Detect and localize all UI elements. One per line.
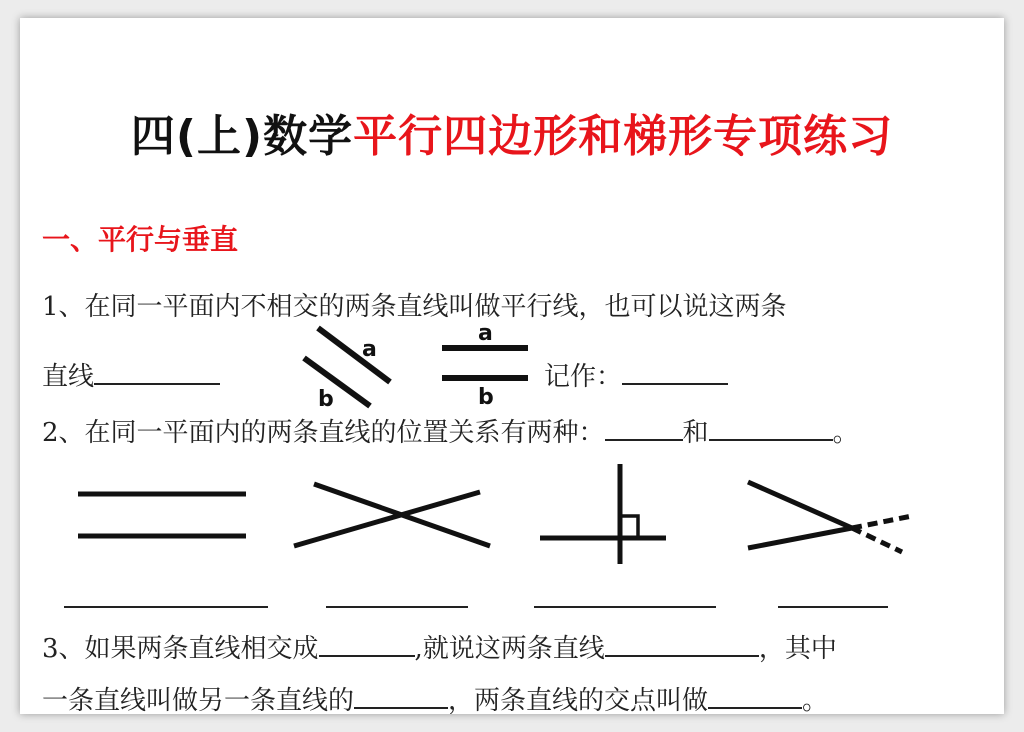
q1-blank-1[interactable] — [94, 357, 220, 385]
q2-prefix: 2、在同一平面内的两条直线的位置关系有两种： — [42, 418, 605, 448]
extension-line-2-solid — [748, 528, 852, 548]
q3-line1-b: ,就说这两条直线 — [414, 634, 605, 664]
answer-blank-figure-2[interactable] — [326, 606, 468, 608]
label-b-horizontal: b — [478, 385, 494, 410]
q1-line1: 1、在同一平面内不相交的两条直线叫做平行线，也可以说这两条 — [42, 292, 787, 322]
q3-line2-c: 。 — [802, 686, 829, 714]
q3-line1-c: ，其中 — [758, 634, 837, 664]
q3-line2 — [42, 680, 828, 714]
q1-notation-label: 记作： — [544, 362, 623, 392]
q2-blank-1[interactable] — [605, 413, 683, 441]
horizontal-parallel-lines-figure — [438, 318, 538, 410]
q2-blank-2[interactable] — [709, 413, 833, 441]
figure-intersecting — [290, 478, 500, 558]
line-b-diagonal — [304, 358, 370, 406]
figure-perpendicular — [538, 464, 668, 568]
q3-line1-a: 3、如果两条直线相交成 — [42, 634, 319, 664]
extension-line-1-dashed — [852, 528, 902, 552]
q3-blank-2[interactable] — [605, 629, 759, 657]
q1-line2-prefix: 直线 — [42, 362, 95, 392]
title-grade-subject: 四(上)数学 — [130, 111, 354, 162]
worksheet-page — [20, 18, 1004, 714]
q3-line1 — [42, 628, 837, 665]
page-title — [20, 100, 1004, 164]
q3-line2-b: ，两条直线的交点叫做 — [448, 686, 709, 714]
q3-blank-1[interactable] — [319, 629, 415, 657]
figure-parallel — [76, 486, 256, 546]
q2-suffix: 。 — [832, 418, 859, 448]
answer-blank-figure-4[interactable] — [778, 606, 888, 608]
q3-line2-a: 一条直线叫做另一条直线的 — [42, 686, 355, 714]
answer-blank-figure-1[interactable] — [64, 606, 268, 608]
extension-line-2-dashed — [852, 516, 912, 528]
q1-notation — [544, 356, 728, 393]
q2-mid: 和 — [682, 418, 709, 448]
q2-line — [42, 412, 859, 449]
label-a-diagonal: a — [362, 337, 377, 362]
label-a-horizontal: a — [478, 321, 493, 346]
figure-extended-intersection — [742, 476, 922, 556]
q3-blank-3[interactable] — [354, 681, 448, 709]
answer-blank-figure-3[interactable] — [534, 606, 716, 608]
extension-line-1-solid — [748, 482, 852, 528]
section-heading: 一、平行与垂直 — [42, 223, 239, 256]
title-topic: 平行四边形和梯形专项练习 — [353, 111, 894, 162]
label-b-diagonal: b — [318, 387, 334, 412]
right-angle-mark-icon — [620, 516, 638, 538]
q3-blank-4[interactable] — [708, 681, 802, 709]
q1-blank-2[interactable] — [622, 357, 728, 385]
q1-line2 — [42, 356, 220, 393]
diagonal-parallel-lines-figure — [298, 326, 418, 412]
intersecting-line-2 — [294, 492, 480, 546]
